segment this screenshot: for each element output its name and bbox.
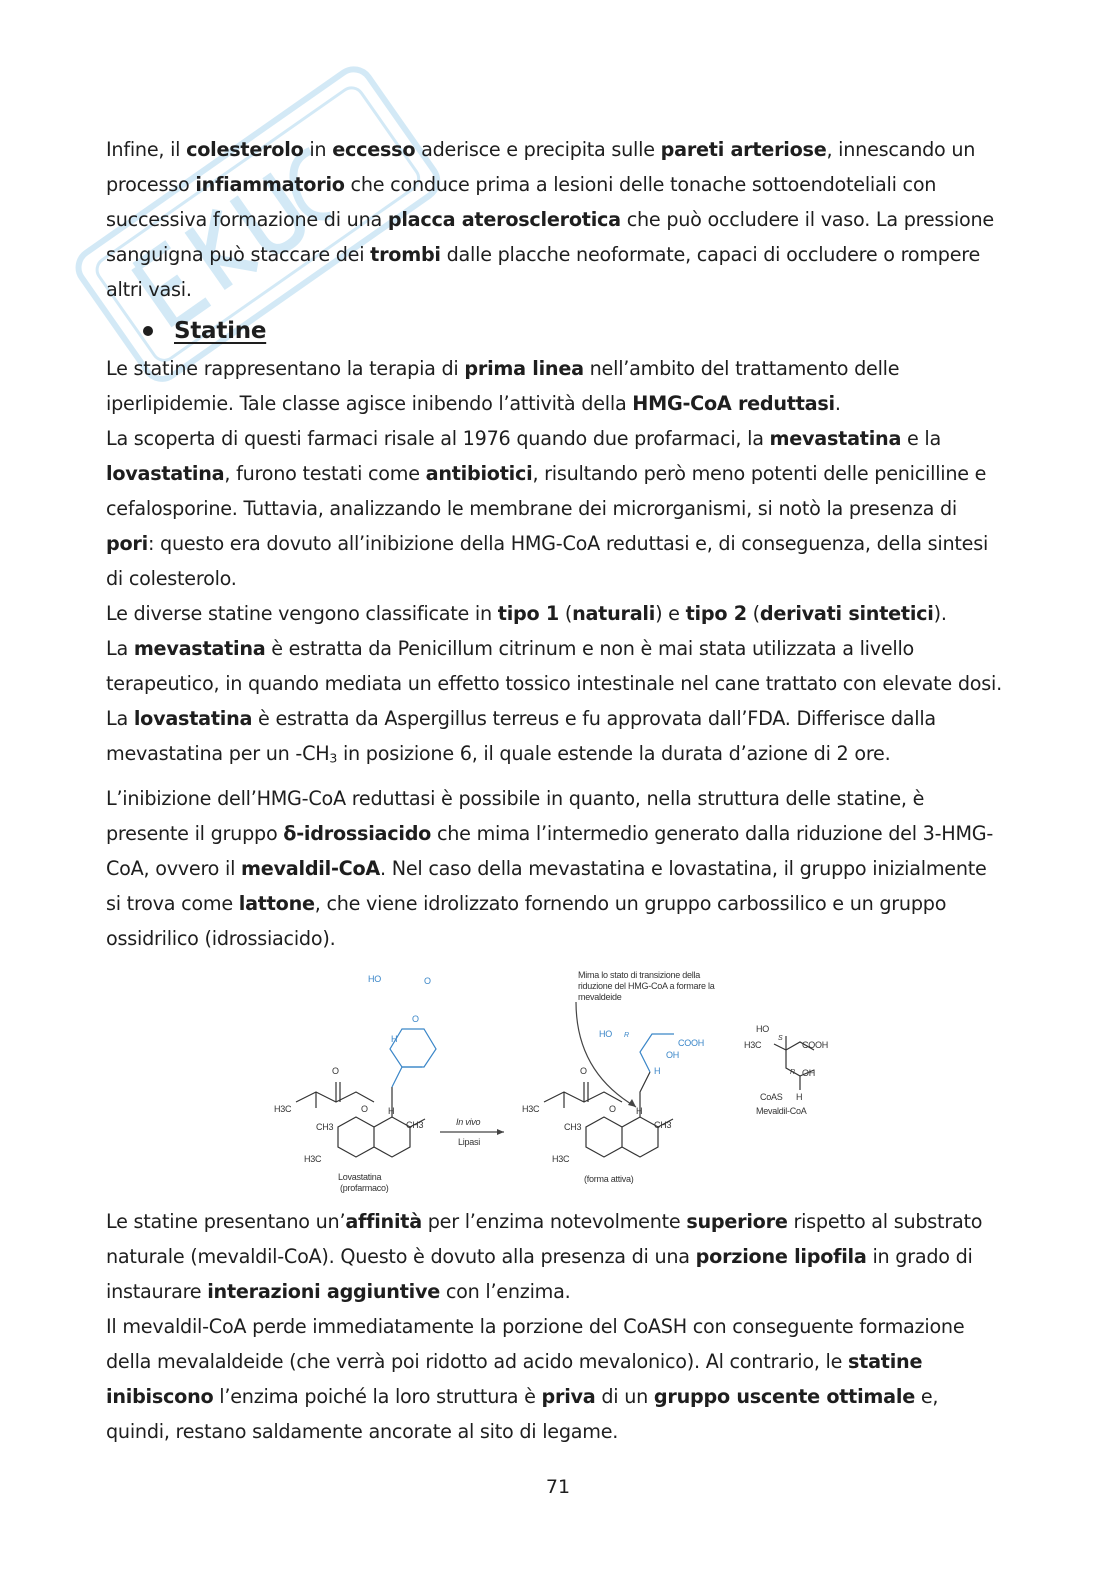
mev-coas: CoAS (760, 1092, 783, 1103)
lova-o-ring: O (412, 1014, 419, 1025)
lova-ch3-a: CH3 (316, 1122, 334, 1133)
reaction-arrow-head (497, 1129, 504, 1135)
active-o-ester: O (580, 1066, 587, 1077)
active-ch3-a: CH3 (564, 1122, 582, 1133)
annotation-line-3: mevaldeide (578, 992, 622, 1003)
arrow-label-top: In vivo (456, 1117, 481, 1128)
arrow-label-bottom: Lipasi (458, 1137, 481, 1148)
paragraph-classificazione: Le diverse statine vengono classificate in tipo 1 (naturali) e tipo 2 (derivati sintetici). (106, 602, 947, 625)
mev-r: R (790, 1069, 795, 1077)
paragraph-affinita: Le statine presentano un’affinità per l’enzima notevolmente superiore rispetto al substrato naturale (mevaldil-CoA). Questo è dovuto alla presenza di una porzione lipofila in grado di instaurare interazioni aggiuntive con l’enzima. (106, 1210, 983, 1304)
curved-arrow (576, 1002, 636, 1107)
active-h: H (636, 1106, 643, 1117)
mevaldil-label: Mevaldil-CoA (756, 1106, 807, 1117)
bullet-icon (143, 326, 153, 336)
reaction-scheme (106, 962, 1006, 1194)
statin-reaction-figure (106, 962, 1006, 1194)
mev-cooh: COOH (802, 1040, 828, 1051)
page-number: 71 (545, 1476, 571, 1498)
active-ch3-b: CH3 (654, 1120, 672, 1131)
active-cooh: COOH (678, 1038, 704, 1049)
lova-h-blue: H (391, 1034, 398, 1045)
lova-o-top: O (424, 976, 431, 987)
mev-ho: HO (756, 1024, 769, 1035)
lova-sub: (profarmaco) (340, 1183, 389, 1194)
lova-h3c-bottom: H3C (304, 1154, 322, 1165)
active-ho: HO (599, 1029, 612, 1040)
lova-ch3-b: CH3 (406, 1120, 424, 1131)
lova-h: H (388, 1106, 395, 1117)
heading-statine: Statine (174, 317, 267, 344)
active-o-link: O (609, 1104, 616, 1115)
paragraph-mevaldil: Il mevaldil-CoA perde immediatamente la porzione del CoASH con conseguente formazione della mevalaldeide (che verrà poi ridotto ad acido mevalonico). Al contrario, le statine inibiscono l’enzima poiché la loro struttura è priva di un gruppo uscente ottimale e, quindi, restano saldamente ancorate al sito di legame. (106, 1315, 965, 1444)
section-heading (106, 311, 1006, 351)
annotation-line-2: riduzione del HMG-CoA a formare la (578, 981, 715, 992)
paragraph-lovastatina: La lovastatina è estratta da Aspergillus terreus e fu approvata dall’FDA. Differisce dalla mevastatina per un $-CH_3$ in posizione 6, il quale estende la durata d’azione di 2 ore. (106, 707, 936, 766)
paragraph-scoperta: La scoperta di questi farmaci risale al 1976 quando due profarmaci, la mevastatina e la lovastatina, furono testati come antibiotici, risultando però meno potenti delle penicilline e cefalosporine. Tuttavia, analizzando le membrane dei microrganismi, si notò la presenza di pori: questo era dovuto all’inibizione della HMG-CoA reduttasi e, di conseguenza, della sintesi di colesterolo. (106, 427, 989, 590)
lovastatina-structure (296, 1029, 436, 1157)
active-h3c-left: H3C (522, 1104, 540, 1115)
active-h-blue: H (654, 1066, 661, 1077)
mev-oh: OH (802, 1068, 815, 1079)
active-oh: OH (666, 1050, 679, 1061)
mev-h3c: H3C (744, 1040, 762, 1051)
annotation-line-1: Mima lo stato di transizione della (578, 970, 701, 981)
lova-o-ester: O (332, 1066, 339, 1077)
paragraph-inibizione: L’inibizione dell’HMG-CoA reduttasi è possibile in quanto, nella struttura delle statine, è presente il gruppo δ-idrossiacido che mima l’intermedio generato dalla riduzione del 3-HMG-CoA, ovvero il mevaldil-CoA. Nel caso della mevastatina e lovastatina, il gruppo inizialmente si trova come lattone, che viene idrolizzato fornendo un gruppo carbossilico e un gruppo ossidrilico (idrossiacido). (106, 787, 994, 951)
lova-name: Lovastatina (338, 1172, 382, 1183)
lova-ho: HO (368, 974, 381, 985)
mev-s: S (778, 1035, 783, 1043)
paragraph-colesterolo: Infine, il colesterolo in eccesso aderisce e precipita sulle pareti arteriose, innescando un processo infiammatorio che conduce prima a lesioni delle tonache sottoendoteliali con successiva formazione di una placca aterosclerotica che può occludere il vaso. La pressione sanguigna può staccare dei trombi dalle placche neoformate, capaci di occludere o rompere altri vasi. (106, 138, 994, 301)
lova-h3c-left: H3C (274, 1104, 292, 1115)
forma-attiva-structure (544, 1034, 674, 1157)
active-h3c-bottom: H3C (552, 1154, 570, 1165)
page-content (106, 132, 1006, 1449)
mev-h: H (796, 1092, 803, 1103)
active-label: (forma attiva) (584, 1174, 634, 1185)
active-r: R (624, 1032, 629, 1040)
lova-o-link: O (361, 1104, 368, 1115)
paragraph-mevastatina: La mevastatina è estratta da Penicillum citrinum e non è mai stata utilizzata a livello terapeutico, in quando mediata un effetto tossico intestinale nel cane trattato con elevate dosi. (106, 637, 1002, 695)
paragraph-prima-linea: Le statine rappresentano la terapia di prima linea nell’ambito del trattamento delle iperlipidemie. Tale classe agisce inibendo l’attività della HMG-CoA reduttasi. (106, 357, 900, 415)
